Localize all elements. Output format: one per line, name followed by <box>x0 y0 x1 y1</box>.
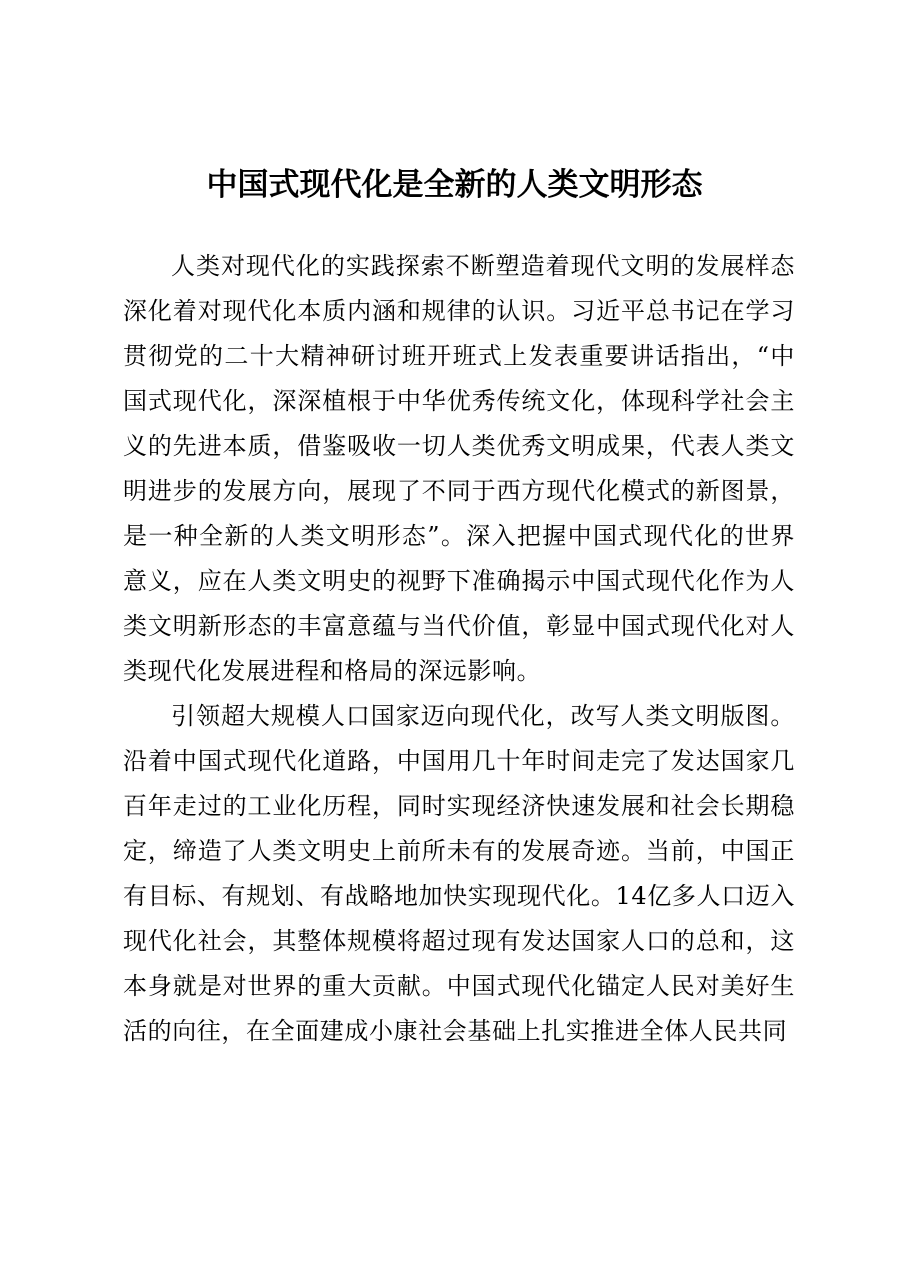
document-body <box>123 244 795 1054</box>
paragraph-2: 引领超大规模人口国家迈向现代化，改写人类文明版图。沿着中国式现代化道路，中国用几十年时间走完了发达国家几百年走过的工业化历程，同时实现经济快速发展和社会长期稳定，缔造了人类文明史上前所未有的发展奇迹。当前，中国正有目标、有规划、有战略地加快实现现代化。14亿多人口迈入现代化社会，其整体规模将超过现有发达国家人口的总和，这本身就是对世界的重大贡献。中国式现代化锚定人民对美好生活的向往，在全面建成小康社会基础上扎实推进全体人民共同 <box>123 702 795 1045</box>
document-title: 中国式现代化是全新的人类文明形态 <box>206 167 703 203</box>
paragraph-1: 人类对现代化的实践探索不断塑造着现代文明的发展样态深化着对现代化本质内涵和规律的认识。习近平总书记在学习贯彻党的二十大精神研讨班开班式上发表重要讲话指出，“中国式现代化，深深植根于中华优秀传统文化，体现科学社会主义的先进本质，借鉴吸收一切人类优秀文明成果，代表人类文明进步的发展方向，展现了不同于西方现代化模式的新图景，是一种全新的人类文明形态”。深入把握中国式现代化的世界意义，应在人类文明史的视野下准确揭示中国式现代化作为人类文明新形态的丰富意蕴与当代价值，彰显中国式现代化对人类现代化发展进程和格局的深远影响。 <box>123 252 795 685</box>
